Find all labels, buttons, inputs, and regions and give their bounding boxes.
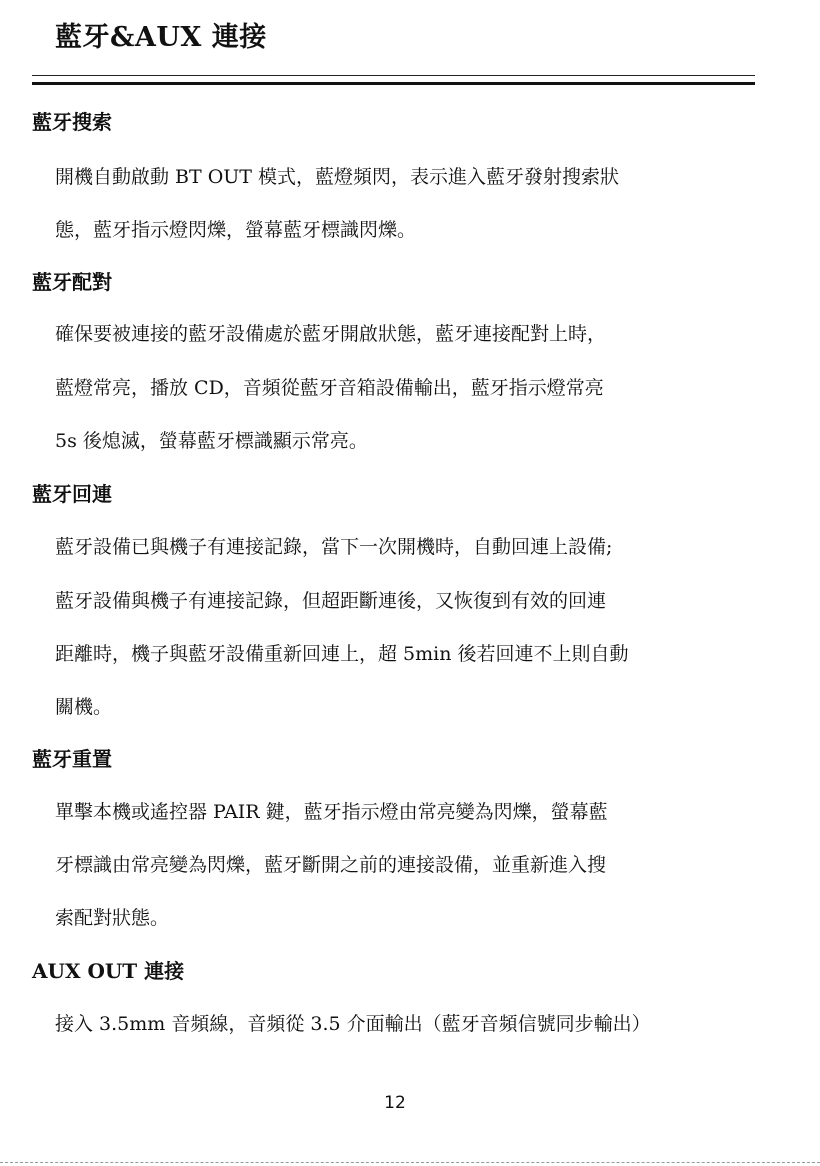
section-heading-bt-pairing: 藍牙配對 (32, 270, 112, 294)
section-heading-bt-search: 藍牙搜索 (32, 110, 112, 134)
page-title: 藍牙&AUX 連接 (55, 22, 267, 53)
section-heading-bt-reset: 藍牙重置 (32, 747, 112, 771)
paragraph-line: 藍牙設備已與機子有連接記錄，當下一次開機時，自動回連上設備; (55, 536, 613, 558)
paragraph-line: 藍燈常亮，播放 CD，音頻從藍牙音箱設備輸出，藍牙指示燈常亮 (55, 377, 604, 399)
paragraph-line: 開機自動啟動 BT OUT 模式，藍燈頻閃，表示進入藍牙發射搜索狀 (55, 166, 620, 188)
section-heading-aux-out: AUX OUT 連接 (32, 959, 185, 983)
paragraph-line: 確保要被連接的藍牙設備處於藍牙開啟狀態，藍牙連接配對上時， (55, 323, 607, 345)
bottom-edge-rule (0, 1162, 820, 1163)
paragraph-line: 態，藍牙指示燈閃爍，螢幕藍牙標識閃爍。 (55, 219, 417, 241)
paragraph-line: 5s 後熄滅，螢幕藍牙標識顯示常亮。 (55, 430, 368, 452)
paragraph-line: 關機。 (55, 696, 113, 718)
section-heading-bt-reconnect: 藍牙回連 (32, 482, 112, 506)
paragraph-line: 接入 3.5mm 音頻線，音頻從 3.5 介面輸出（藍牙音頻信號同步輸出） (55, 1013, 651, 1035)
paragraph-line: 牙標識由常亮變為閃爍，藍牙斷開之前的連接設備，並重新進入搜 (55, 854, 607, 876)
title-rule-thin (32, 75, 755, 76)
paragraph-line: 單擊本機或遙控器 PAIR 鍵，藍牙指示燈由常亮變為閃爍，螢幕藍 (55, 801, 608, 823)
paragraph-line: 藍牙設備與機子有連接記錄，但超距斷連後，又恢復到有效的回連 (55, 590, 607, 612)
title-rule-thick (32, 82, 755, 85)
paragraph-line: 索配對狀態。 (55, 907, 170, 929)
page-number: 12 (384, 1093, 406, 1113)
paragraph-line: 距離時，機子與藍牙設備重新回連上，超 5min 後若回連不上則自動 (55, 643, 629, 665)
